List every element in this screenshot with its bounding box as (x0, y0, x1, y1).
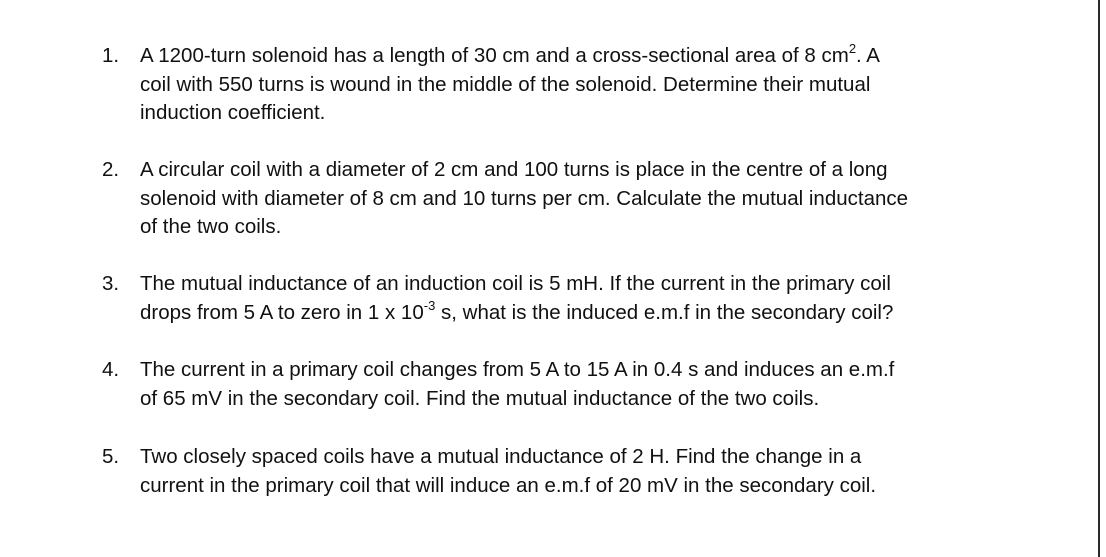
question-line: The mutual inductance of an induction coil is 5 mH. If the current in the primary coil (140, 272, 891, 295)
superscript: 2 (848, 41, 857, 57)
question-text (140, 270, 893, 327)
question-line: of 65 mV in the secondary coil. Find the mutual inductance of the two coils. (140, 386, 820, 410)
line-text: s, what is the induced e.m.f in the secondary coil? (435, 300, 894, 324)
question-text (140, 42, 880, 128)
question-text (140, 356, 894, 413)
question-text (140, 156, 908, 242)
question-line (140, 42, 880, 71)
question-line: of the two coils. (140, 215, 282, 238)
question-line: solenoid with diameter of 8 cm and 10 turns per cm. Calculate the mutual inductance (140, 186, 909, 210)
question-line: coil with 550 turns is wound in the middle of the solenoid. Determine their mutual (140, 72, 871, 96)
question-number: 4. (102, 358, 120, 381)
question-line: induction coefficient. (140, 101, 326, 124)
question-number: 3. (102, 272, 120, 295)
line-text: A 1200-turn solenoid has a length of 30 cm and a cross-sectional area of 8 cm (140, 44, 849, 67)
question-line: The current in a primary coil changes from 5 A to 15 A in 0.4 s and induces an e.m.f (140, 358, 895, 381)
question-number: 2. (102, 158, 120, 181)
question-line: A circular coil with a diameter of 2 cm and 100 turns is place in the centre of a long (140, 158, 888, 181)
line-text: drops from 5 A to zero in 1 x 10 (140, 300, 424, 324)
question-line (140, 299, 893, 328)
question-number: 5. (102, 445, 120, 468)
question-text (140, 443, 876, 500)
superscript: -3 (423, 297, 436, 313)
page-edge-divider (1098, 0, 1100, 557)
line-text: . A (856, 44, 880, 67)
question-line: current in the primary coil that will induce an e.m.f of 20 mV in the secondary coil. (140, 473, 877, 497)
question-line: Two closely spaced coils have a mutual inductance of 2 H. Find the change in a (140, 445, 862, 468)
question-number: 1. (102, 44, 120, 67)
